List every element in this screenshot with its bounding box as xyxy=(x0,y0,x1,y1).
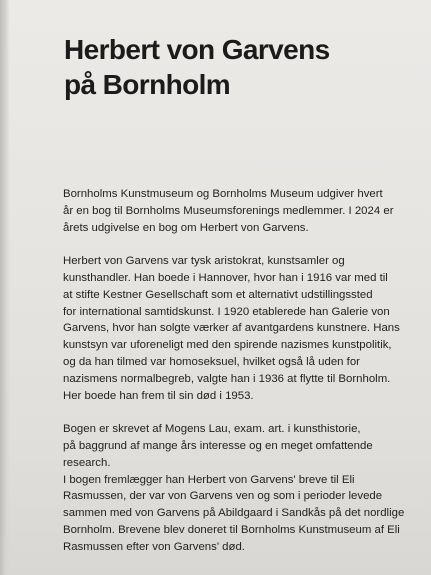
paragraph-biography xyxy=(63,253,431,404)
text-line: Bogen er skrevet af Mogens Lau, exam. art. i kunsthistorie, xyxy=(63,423,361,436)
text-line: nazismens normalbegreb, valgte han i 1936 at flytte til Bornholm. xyxy=(63,372,391,385)
title-line: Herbert von Garvens xyxy=(64,34,330,65)
title-line: på Bornholm xyxy=(64,69,231,100)
text-line: sammen med von Garvens på Abildgaard i Sandkås på det nordlige xyxy=(63,507,405,520)
text-line: kunstsyn var uforeneligt med den spirende nazismes kunstpolitik, xyxy=(63,339,392,352)
paragraph-author xyxy=(63,421,431,471)
text-line: kunsthandler. Han boede i Hannover, hvor han i 1916 var med til xyxy=(63,271,388,284)
text-line: Herbert von Garvens var tysk aristokrat, kunstsamler og xyxy=(63,255,345,268)
text-line: for international samtidskunst. I 1920 etablerede han Galerie von xyxy=(63,305,390,318)
text-line: Her boede han frem til sin død i 1953. xyxy=(63,389,254,402)
text-line: Rasmussen, der var von Garvens ven og som i perioder levede xyxy=(63,490,383,503)
text-line: år en bog til Bornholms Museumsforenings medlemmer. I 2024 er xyxy=(63,204,394,217)
text-line: Rasmussen efter von Garvens' død. xyxy=(63,540,245,553)
book-spine-shadow xyxy=(0,0,10,575)
text-line: og da han tilmed var homoseksuel, hvilket også lå uden for xyxy=(63,355,360,368)
paragraph-letters xyxy=(63,472,431,556)
text-line: årets udgivelse en bog om Herbert von Garvens. xyxy=(63,221,309,234)
body-text xyxy=(63,186,431,556)
text-line: Bornholms Kunstmuseum og Bornholms Museum udgiver hvert xyxy=(63,188,383,200)
text-line: Bornholm. Brevene blev doneret til Bornholms Kunstmuseum af Eli xyxy=(63,523,400,536)
paragraph-intro xyxy=(63,186,431,236)
text-line: research. xyxy=(63,456,111,469)
text-line: I bogen fremlægger han Herbert von Garvens' breve til Eli xyxy=(63,473,355,486)
text-line: Garvens, hvor han solgte værker af avantgardens kunstnere. Hans xyxy=(63,322,400,335)
text-line: på baggrund af mange års interesse og en meget omfattende xyxy=(63,439,373,452)
text-line: at stifte Kestner Gesellschaft som et alternativt udstillingssted xyxy=(63,288,373,301)
page-title xyxy=(64,32,330,102)
